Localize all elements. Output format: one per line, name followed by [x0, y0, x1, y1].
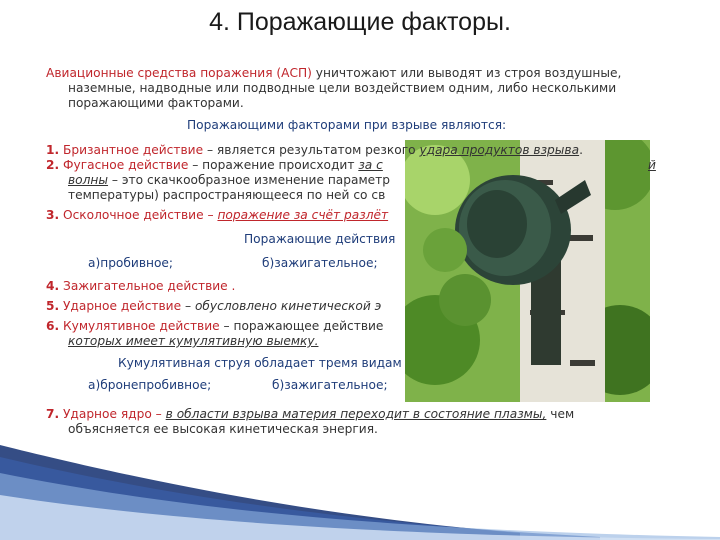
- item-1-end: .: [579, 143, 583, 157]
- item-1: [46, 143, 583, 158]
- heading-jet: Кумулятивная струя обладает тремя видам: [118, 356, 402, 370]
- item-2-tail: й: [648, 158, 656, 172]
- item-1-number: 1.: [46, 143, 60, 157]
- item-3-emph: поражение за счёт разлёт: [217, 208, 389, 222]
- item-4-end: .: [227, 279, 236, 293]
- item-7-text: чем: [546, 407, 575, 421]
- item-5-text: –: [181, 299, 195, 313]
- item-7-number: 7.: [46, 407, 60, 421]
- item-5-name: Ударное действие: [63, 299, 182, 313]
- intro-line-1: [46, 66, 621, 81]
- item-7: [46, 407, 574, 422]
- intro-line-3: поражающими факторами.: [68, 96, 244, 110]
- intro-term: Авиационные средства поражения (АСП): [46, 66, 312, 80]
- sub2-a: а)бронепробивное;: [88, 378, 212, 392]
- sub1-b: б)зажигательное;: [262, 256, 378, 270]
- item-2-line-3: температуры) распространяющееся по ней со св: [68, 188, 386, 202]
- item-2-emph: за с: [358, 158, 383, 172]
- item-5-number: 5.: [46, 299, 60, 313]
- item-2-text: – поражение происходит: [188, 158, 359, 172]
- item-6-text: – поражающее действие: [219, 319, 384, 333]
- heading-actions: Поражающие действия: [244, 232, 396, 246]
- mine-photo: [405, 140, 650, 402]
- item-7-dash: –: [151, 407, 166, 421]
- item-4: [46, 279, 235, 294]
- item-4-name: Зажигательное действие: [63, 279, 228, 293]
- item-3-number: 3.: [46, 208, 60, 222]
- item-7-emph: в области взрыва материя переходит в состояние плазмы,: [165, 407, 547, 421]
- mine-on-birch-icon: [405, 140, 650, 402]
- item-2-name: Фугасное действие: [63, 158, 189, 172]
- item-2-l2-emph: волны: [68, 173, 109, 187]
- item-2-line-2: [68, 173, 390, 188]
- item-3-name: Осколочное действие: [63, 208, 204, 222]
- bottom-wave-decoration: [0, 445, 720, 540]
- item-5-emph: обусловлено кинетической э: [194, 299, 382, 313]
- item-2-l2-text: – это скачкообразное изменение параметр: [108, 173, 390, 187]
- item-2-number: 2.: [46, 158, 60, 172]
- intro-rest: уничтожают или выводят из строя воздушные,: [311, 66, 622, 80]
- item-3-text: –: [203, 208, 218, 222]
- item-5: [46, 299, 381, 314]
- page-title: 4. Поражающие факторы.: [209, 8, 511, 36]
- item-6-name: Кумулятивное действие: [63, 319, 220, 333]
- heading-factors: Поражающими факторами при взрыве являются:: [187, 118, 507, 132]
- item-2: [46, 158, 383, 173]
- item-6: [46, 319, 383, 334]
- sub1-a: а)пробивное;: [88, 256, 174, 270]
- item-1-emph: удара продуктов взрыва: [419, 143, 580, 157]
- item-7-name: Ударное ядро: [63, 407, 152, 421]
- item-1-name: Бризантное действие: [63, 143, 204, 157]
- intro-line-2: наземные, надводные или подводные цели воздействием одним, либо несколькими: [68, 81, 617, 95]
- item-3: [46, 208, 388, 223]
- item-1-text: – является результатом резкого: [203, 143, 420, 157]
- item-6-number: 6.: [46, 319, 60, 333]
- item-6-line-2: которых имеет кумулятивную выемку.: [68, 334, 319, 348]
- sub2-b: б)зажигательное;: [272, 378, 388, 392]
- item-4-number: 4.: [46, 279, 60, 293]
- item-7-line-2: объясняется ее высокая кинетическая энергия.: [68, 422, 378, 436]
